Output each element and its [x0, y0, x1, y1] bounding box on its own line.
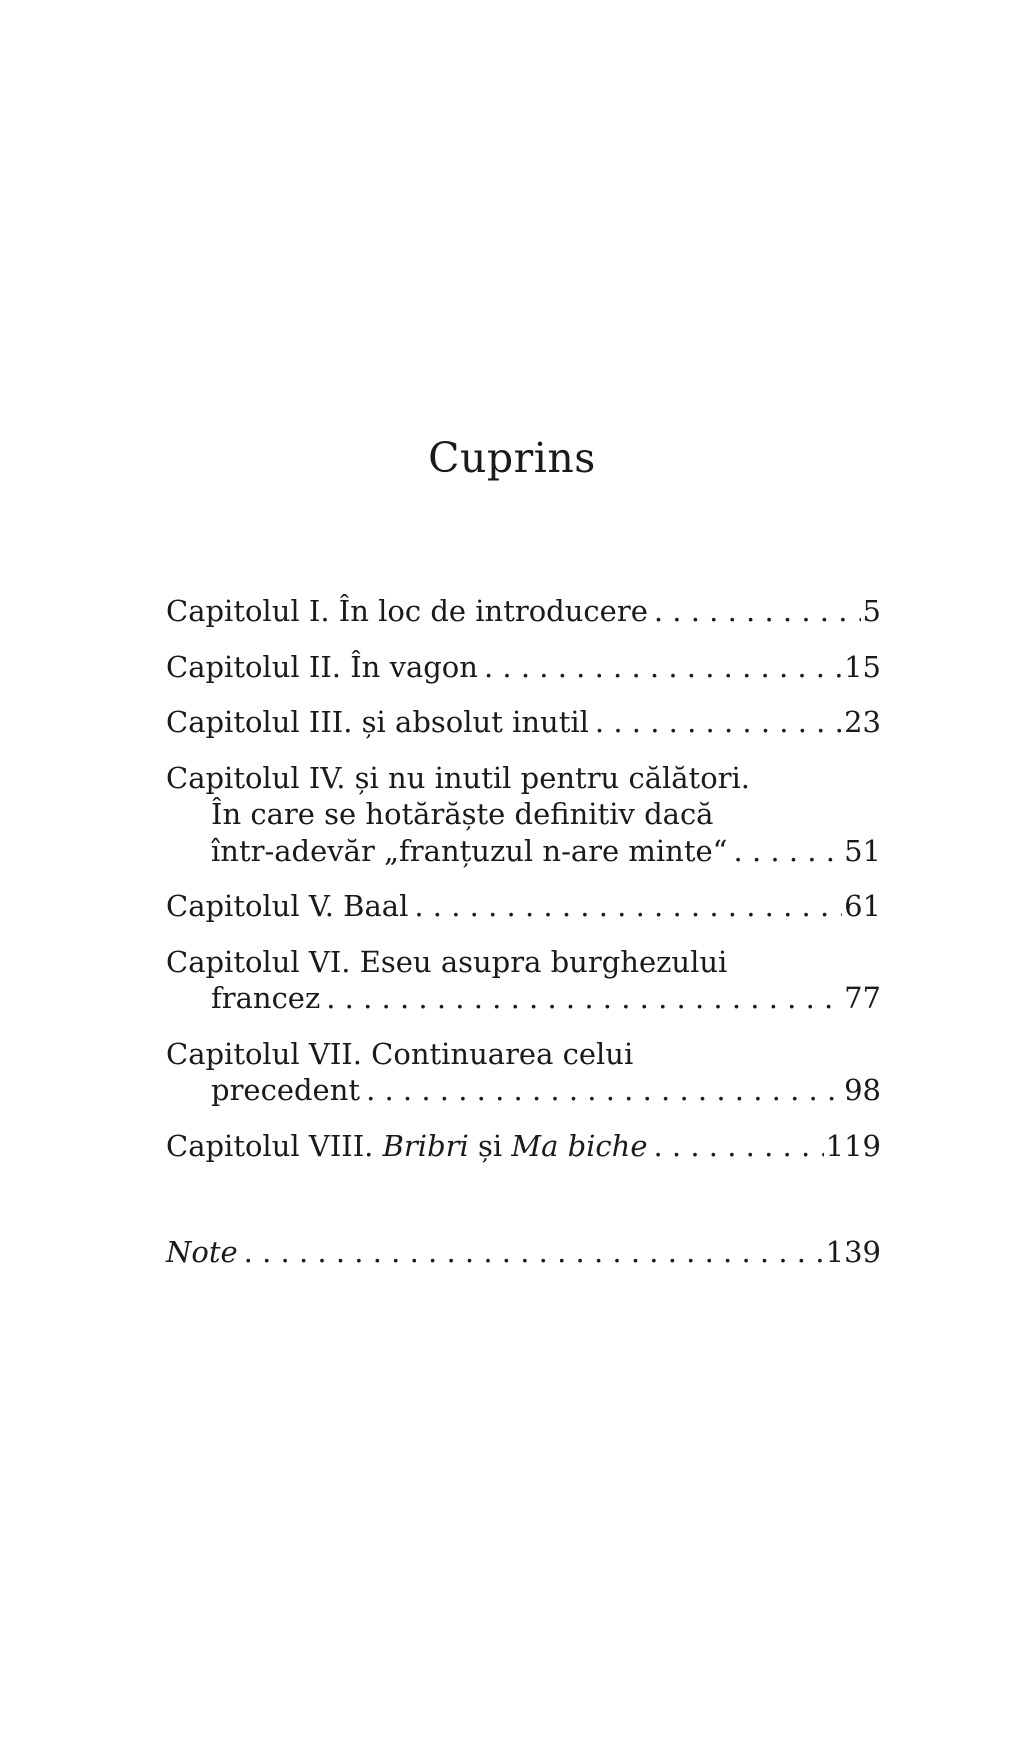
toc-page-number: 119: [825, 1128, 881, 1163]
dot-leader: [408, 888, 842, 925]
toc-notes-label: Note: [166, 1235, 238, 1269]
toc-entry-title-continued: într-adevăr „franțuzul n-are minte“: [211, 833, 728, 868]
toc-entry-chapter-4: [166, 760, 881, 870]
dot-leader: [648, 1128, 824, 1165]
toc-entry-italic-title: Bribri: [382, 1128, 469, 1163]
toc-line: [166, 1128, 881, 1165]
dot-leader: [478, 649, 842, 686]
toc-page-number: 77: [844, 981, 881, 1015]
toc-page-number: 61: [844, 889, 881, 923]
toc-entry-chapter-5: [166, 888, 881, 925]
toc-line: [166, 1072, 881, 1109]
toc-line: [166, 649, 881, 686]
toc-page-number: 51: [844, 833, 881, 868]
toc-entry-chapter-6: [166, 944, 881, 1017]
toc-line: [166, 980, 881, 1017]
toc-entry-prefix: Capitolul VIII.: [166, 1128, 383, 1163]
toc-entry-title: Capitolul II. În vagon: [166, 649, 478, 684]
toc-entry-chapter-3: [166, 704, 881, 741]
dot-leader: [648, 593, 861, 630]
dot-leader: [589, 704, 842, 741]
toc-line: [166, 833, 881, 870]
toc-entry-chapter-1: [166, 593, 881, 630]
toc-page-number: 98: [844, 1073, 881, 1107]
dot-leader: [728, 833, 843, 870]
toc-entry-chapter-7: [166, 1036, 881, 1109]
toc-entry-title: Capitolul VII. Continuarea celui: [166, 1036, 634, 1071]
toc-entry-title: Capitolul VI. Eseu asupra burghezului: [166, 944, 728, 979]
toc-line: [166, 888, 881, 925]
toc-entry-title: Capitolul I. În loc de introducere: [166, 594, 648, 628]
toc-line: [166, 593, 881, 630]
dot-leader: [238, 1234, 824, 1271]
toc-entry-title: Capitolul III. și absolut inutil: [166, 705, 589, 739]
toc-entry-notes: [166, 1234, 881, 1271]
toc-page-number: 23: [844, 705, 881, 739]
toc-entry-title: [166, 1128, 648, 1165]
toc-line: [166, 1234, 881, 1271]
dot-leader: [360, 1072, 842, 1109]
toc-entry-italic-title: Ma biche: [511, 1128, 648, 1163]
toc-entry-title: Capitolul V. Baal: [166, 889, 409, 923]
toc-page-number: 15: [844, 649, 881, 684]
toc-entry-title: Capitolul IV. și nu inutil pentru călători.: [166, 760, 751, 795]
toc-entry-chapter-8: [166, 1128, 881, 1165]
table-of-contents: [166, 593, 881, 1290]
toc-entry-connector: și: [468, 1128, 512, 1163]
toc-entry-title-continued: precedent: [211, 1073, 361, 1107]
toc-entry-title-continued: francez: [211, 981, 321, 1015]
toc-entry-chapter-2: [166, 649, 881, 686]
dot-leader: [320, 980, 842, 1017]
toc-line: [166, 704, 881, 741]
toc-page-number: 139: [825, 1235, 881, 1269]
toc-entry-title-continued: În care se hotărăște definitiv dacă: [211, 797, 714, 831]
toc-page-number: 5: [862, 594, 881, 628]
page-title: Cuprins: [428, 434, 596, 482]
